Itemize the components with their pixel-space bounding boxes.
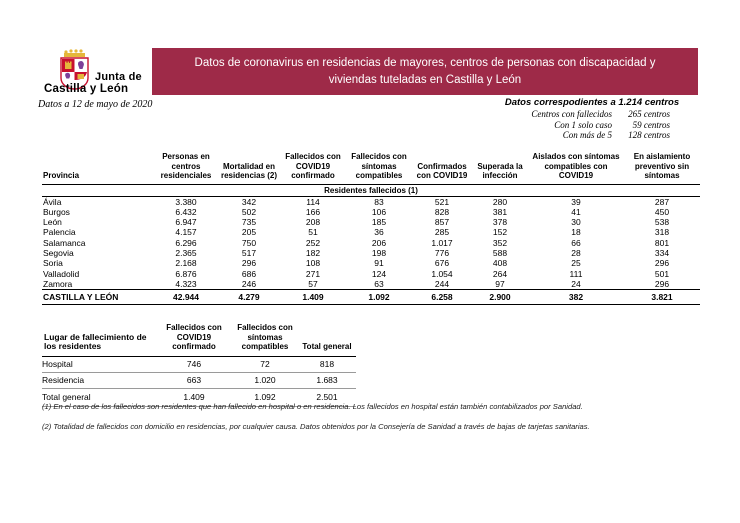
- place-col-header-total: Total general: [298, 316, 356, 356]
- footnote-2: (2) Totalidad de fallecidos con domicilio en residencias, por cualquier causa. Datos obtenidos por la Consejería de Sanidad a través de bajas de tarjetas sanitarias.: [42, 422, 590, 431]
- total-value-cell: 382: [528, 290, 624, 305]
- value-cell: 280: [492, 196, 508, 207]
- logo-text-line1: Junta de: [95, 71, 142, 83]
- col-header-aislamiento-preventivo: En aislamiento preventivo sin síntomas: [624, 142, 700, 184]
- value-cell: 111: [569, 268, 583, 279]
- value-cell: 206: [371, 237, 387, 248]
- value-cell: 252: [305, 237, 321, 248]
- value-cell: 2.365: [175, 247, 197, 258]
- value-cell: 6.296: [175, 237, 197, 248]
- province-cell: Palencia: [43, 227, 76, 238]
- value-cell: 106: [371, 206, 387, 217]
- table-row: [42, 269, 700, 279]
- value-cell: 41: [571, 206, 581, 217]
- place-total-value-cell: 1.409: [156, 388, 232, 406]
- value-cell: 296: [654, 258, 670, 269]
- total-value-cell: 2.900: [472, 290, 528, 305]
- value-cell: 63: [374, 278, 384, 289]
- value-cell: 750: [241, 237, 257, 248]
- logo-text-line2: Castilla y León: [44, 83, 129, 95]
- province-cell: Ávila: [43, 196, 62, 207]
- place-col-header-lugar: Lugar de fallecimiento de los residentes: [42, 316, 156, 356]
- value-cell: 36: [374, 227, 384, 238]
- info-label: Centros con fallecidos: [531, 109, 612, 119]
- title-banner: [152, 48, 698, 95]
- value-cell: 2.168: [175, 258, 197, 269]
- place-total-value-cell: 1.092: [232, 388, 298, 406]
- value-cell: 538: [654, 217, 670, 228]
- value-cell: 735: [241, 217, 257, 228]
- value-cell: 686: [241, 268, 257, 279]
- info-row: [480, 120, 704, 131]
- value-cell: 352: [492, 237, 508, 248]
- value-cell: 521: [434, 196, 450, 207]
- col-header-fallecidos-sintomas: Fallecidos con síntomas compatibles: [346, 142, 412, 184]
- footnote-1: (1) En el caso de los fallecidos son residentes que han fallecido en hospital o en residencia. Los fallecidos en hospital están también contabilizados por Sanidad.: [42, 402, 583, 411]
- value-cell: 828: [434, 206, 450, 217]
- value-cell: 91: [374, 258, 384, 269]
- footnotes: [42, 402, 698, 442]
- subheader-residentes-fallecidos: Residentes fallecidos (1): [42, 184, 700, 196]
- value-cell: 264: [492, 268, 508, 279]
- value-cell: 296: [654, 278, 670, 289]
- place-header-row: [42, 316, 356, 356]
- value-cell: 114: [306, 196, 320, 207]
- total-value-cell: 3.821: [624, 290, 700, 305]
- place-col-header-sintomas: Fallecidos con síntomas compatibles: [232, 316, 298, 356]
- info-row: [480, 109, 704, 120]
- value-cell: 381: [492, 206, 508, 217]
- total-value-cell: 42.944: [154, 290, 218, 305]
- value-cell: 517: [241, 247, 257, 258]
- value-cell: 24: [571, 278, 581, 289]
- value-cell: 30: [571, 217, 581, 228]
- value-cell: 198: [371, 247, 387, 258]
- value-cell: 3.380: [175, 196, 197, 207]
- col-header-aislados: Aislados con síntomas compatibles con COVID19: [528, 142, 624, 184]
- value-cell: 334: [654, 247, 670, 258]
- value-cell: 1.017: [431, 237, 453, 248]
- value-cell: 6.432: [175, 206, 197, 217]
- place-row: [42, 356, 356, 372]
- place-col-header-covid: Fallecidos con COVID19 confirmado: [156, 316, 232, 356]
- info-label: Con más de 5: [562, 130, 612, 140]
- provinces-table: [42, 142, 700, 305]
- province-cell: León: [43, 217, 62, 228]
- value-cell: 108: [305, 258, 321, 269]
- subheader-row: [42, 184, 700, 196]
- place-value-cell: 818: [298, 356, 356, 372]
- province-cell: Zamora: [43, 278, 73, 289]
- col-header-provincia: Provincia: [42, 142, 154, 184]
- col-header-fallecidos-covid: Fallecidos con COVID19 confirmado: [280, 142, 346, 184]
- value-cell: 801: [654, 237, 670, 248]
- value-cell: 588: [492, 247, 508, 258]
- table-row: [42, 238, 700, 248]
- table-row: [42, 227, 700, 237]
- value-cell: 66: [571, 237, 581, 248]
- value-cell: 25: [571, 258, 581, 269]
- value-cell: 502: [241, 206, 257, 217]
- place-value-cell: 72: [232, 356, 298, 372]
- table-row: [42, 217, 700, 227]
- value-cell: 285: [434, 227, 450, 238]
- table-row: [42, 248, 700, 258]
- province-cell: Salamanca: [43, 237, 86, 248]
- place-of-death-table: [42, 316, 356, 407]
- col-header-personas: Personas en centros residenciales: [154, 142, 218, 184]
- place-label: Hospital: [42, 356, 156, 372]
- info-label: Con 1 solo caso: [554, 119, 612, 130]
- total-value-cell: 1.092: [346, 290, 412, 305]
- table-row: [42, 279, 700, 290]
- value-cell: 318: [654, 227, 670, 238]
- place-value-cell: 1.020: [232, 372, 298, 388]
- banner-title: Datos de coronavirus en residencias de mayores, centros de personas con discapacidad y viviendas tuteladas en Castilla y León: [194, 56, 656, 86]
- value-cell: 182: [305, 247, 321, 258]
- info-title: Datos correspodientes a 1.214 centros: [504, 97, 680, 108]
- date-note: Datos a 12 de mayo de 2020: [38, 99, 153, 110]
- table-row: [42, 196, 700, 207]
- value-cell: 676: [434, 258, 450, 269]
- value-cell: 287: [654, 196, 670, 207]
- info-value: 265 centros: [628, 109, 670, 119]
- place-row: [42, 372, 356, 388]
- place-label: Residencia: [42, 372, 156, 388]
- table-row: [42, 207, 700, 217]
- value-cell: 450: [654, 206, 670, 217]
- centers-info-box: [480, 97, 704, 141]
- value-cell: 776: [434, 247, 450, 258]
- info-value: 128 centros: [628, 130, 670, 140]
- value-cell: 271: [305, 268, 321, 279]
- table-header-row: [42, 142, 700, 184]
- total-value-cell: 4.279: [218, 290, 280, 305]
- province-cell: Soria: [43, 258, 63, 269]
- value-cell: 342: [241, 196, 257, 207]
- value-cell: 152: [492, 227, 508, 238]
- place-total-label: Total general: [42, 388, 156, 406]
- value-cell: 501: [654, 268, 670, 279]
- total-value-cell: 6.258: [412, 290, 472, 305]
- col-header-mortalidad: Mortalidad en residencias (2): [218, 142, 280, 184]
- value-cell: 51: [308, 227, 318, 238]
- value-cell: 296: [241, 258, 257, 269]
- total-row: [42, 290, 700, 305]
- value-cell: 246: [241, 278, 257, 289]
- value-cell: 97: [495, 278, 505, 289]
- value-cell: 124: [371, 268, 387, 279]
- value-cell: 185: [371, 217, 387, 228]
- value-cell: 39: [571, 196, 581, 207]
- value-cell: 408: [492, 258, 508, 269]
- value-cell: 6.876: [175, 268, 197, 279]
- province-cell: Valladolid: [43, 268, 80, 279]
- value-cell: 28: [571, 247, 581, 258]
- col-header-confirmados: Confirmados con COVID19: [412, 142, 472, 184]
- value-cell: 378: [492, 217, 508, 228]
- value-cell: 18: [571, 227, 581, 238]
- place-total-value-cell: 2.501: [298, 388, 356, 406]
- place-value-cell: 746: [156, 356, 232, 372]
- info-value: 59 centros: [632, 119, 670, 130]
- value-cell: 6.947: [175, 217, 197, 228]
- province-cell: Segovia: [43, 247, 74, 258]
- value-cell: 1.054: [431, 268, 453, 279]
- total-label: CASTILLA Y LEÓN: [42, 290, 154, 305]
- province-cell: Burgos: [43, 206, 70, 217]
- place-value-cell: 1.683: [298, 372, 356, 388]
- value-cell: 57: [308, 278, 318, 289]
- total-value-cell: 1.409: [280, 290, 346, 305]
- table-row: [42, 258, 700, 268]
- value-cell: 857: [434, 217, 450, 228]
- col-header-superada: Superada la infección: [472, 142, 528, 184]
- value-cell: 4.323: [175, 278, 197, 289]
- place-value-cell: 663: [156, 372, 232, 388]
- info-row: [480, 130, 704, 141]
- value-cell: 4.157: [175, 227, 197, 238]
- value-cell: 244: [434, 278, 450, 289]
- value-cell: 83: [374, 196, 384, 207]
- value-cell: 208: [305, 217, 321, 228]
- value-cell: 166: [305, 206, 321, 217]
- value-cell: 205: [241, 227, 257, 238]
